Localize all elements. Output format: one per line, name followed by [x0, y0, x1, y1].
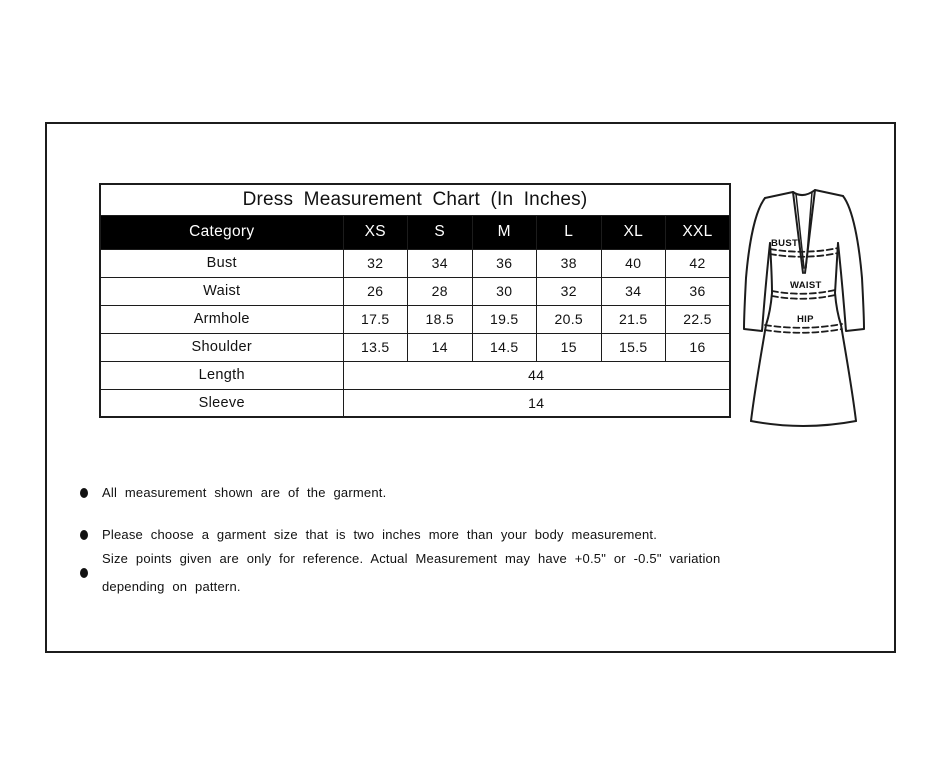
chart-border-box [45, 122, 896, 653]
cell-value: 17.5 [343, 305, 408, 333]
row-label: Sleeve [100, 389, 343, 417]
dress-measurement-diagram [738, 182, 870, 432]
cell-value-merged: 44 [343, 361, 730, 389]
dress-shoulder-lines [765, 190, 843, 198]
note-text: Please choose a garment size that is two inches more than your body measurement. [102, 527, 658, 542]
column-header-m: M [472, 215, 537, 249]
dress-right-sleeve [838, 196, 864, 331]
table-header-row [100, 215, 730, 249]
cell-value: 14 [408, 333, 473, 361]
cell-value: 36 [666, 277, 731, 305]
cell-value: 19.5 [472, 305, 537, 333]
bullet-dot [80, 530, 88, 540]
bust-dash-line [770, 248, 838, 257]
cell-value: 13.5 [343, 333, 408, 361]
column-header-xxl: XXL [666, 215, 731, 249]
bullet-dot [80, 488, 88, 498]
column-header-category: Category [100, 215, 343, 249]
bust-label: BUST [771, 238, 799, 249]
column-header-s: S [408, 215, 473, 249]
cell-value: 38 [537, 249, 602, 277]
row-label: Waist [100, 277, 343, 305]
column-header-xl: XL [601, 215, 666, 249]
note-text: All measurement shown are of the garment. [102, 485, 387, 500]
waist-dash-line [772, 290, 835, 299]
table-title-row [100, 184, 730, 215]
cell-value: 32 [537, 277, 602, 305]
note-item [80, 483, 386, 503]
note-item [80, 545, 724, 601]
bullet-dot [80, 568, 88, 578]
waist-label: WAIST [790, 280, 822, 291]
hip-label: HIP [797, 314, 814, 325]
dress-hem [751, 421, 856, 426]
cell-value: 34 [601, 277, 666, 305]
table-row-armhole [100, 305, 730, 333]
row-label: Length [100, 361, 343, 389]
row-label: Bust [100, 249, 343, 277]
cell-value: 20.5 [537, 305, 602, 333]
table-row-shoulder [100, 333, 730, 361]
dress-right-side [835, 243, 856, 421]
column-header-xs: XS [343, 215, 408, 249]
row-label: Armhole [100, 305, 343, 333]
table-row-sleeve [100, 389, 730, 417]
note-text: Size points given are only for reference. Actual Measurement may have +0.5" or -0.5" variation depending on pattern. [102, 551, 721, 594]
cell-value: 18.5 [408, 305, 473, 333]
cell-value: 15.5 [601, 333, 666, 361]
cell-value: 36 [472, 249, 537, 277]
cell-value: 16 [666, 333, 731, 361]
cell-value: 40 [601, 249, 666, 277]
dress-left-sleeve [744, 198, 770, 331]
dress-left-side [751, 243, 772, 421]
cell-value: 42 [666, 249, 731, 277]
cell-value: 30 [472, 277, 537, 305]
table-row-waist [100, 277, 730, 305]
size-chart-table [99, 183, 731, 418]
table-row-length [100, 361, 730, 389]
cell-value-merged: 14 [343, 389, 730, 417]
cell-value: 34 [408, 249, 473, 277]
row-label: Shoulder [100, 333, 343, 361]
note-item [80, 525, 657, 545]
cell-value: 21.5 [601, 305, 666, 333]
table-title: Dress Measurement Chart (In Inches) [100, 184, 730, 215]
table-row-bust [100, 249, 730, 277]
cell-value: 28 [408, 277, 473, 305]
column-header-l: L [537, 215, 602, 249]
hip-dash-line [765, 324, 842, 333]
cell-value: 14.5 [472, 333, 537, 361]
cell-value: 32 [343, 249, 408, 277]
cell-value: 26 [343, 277, 408, 305]
cell-value: 22.5 [666, 305, 731, 333]
cell-value: 15 [537, 333, 602, 361]
